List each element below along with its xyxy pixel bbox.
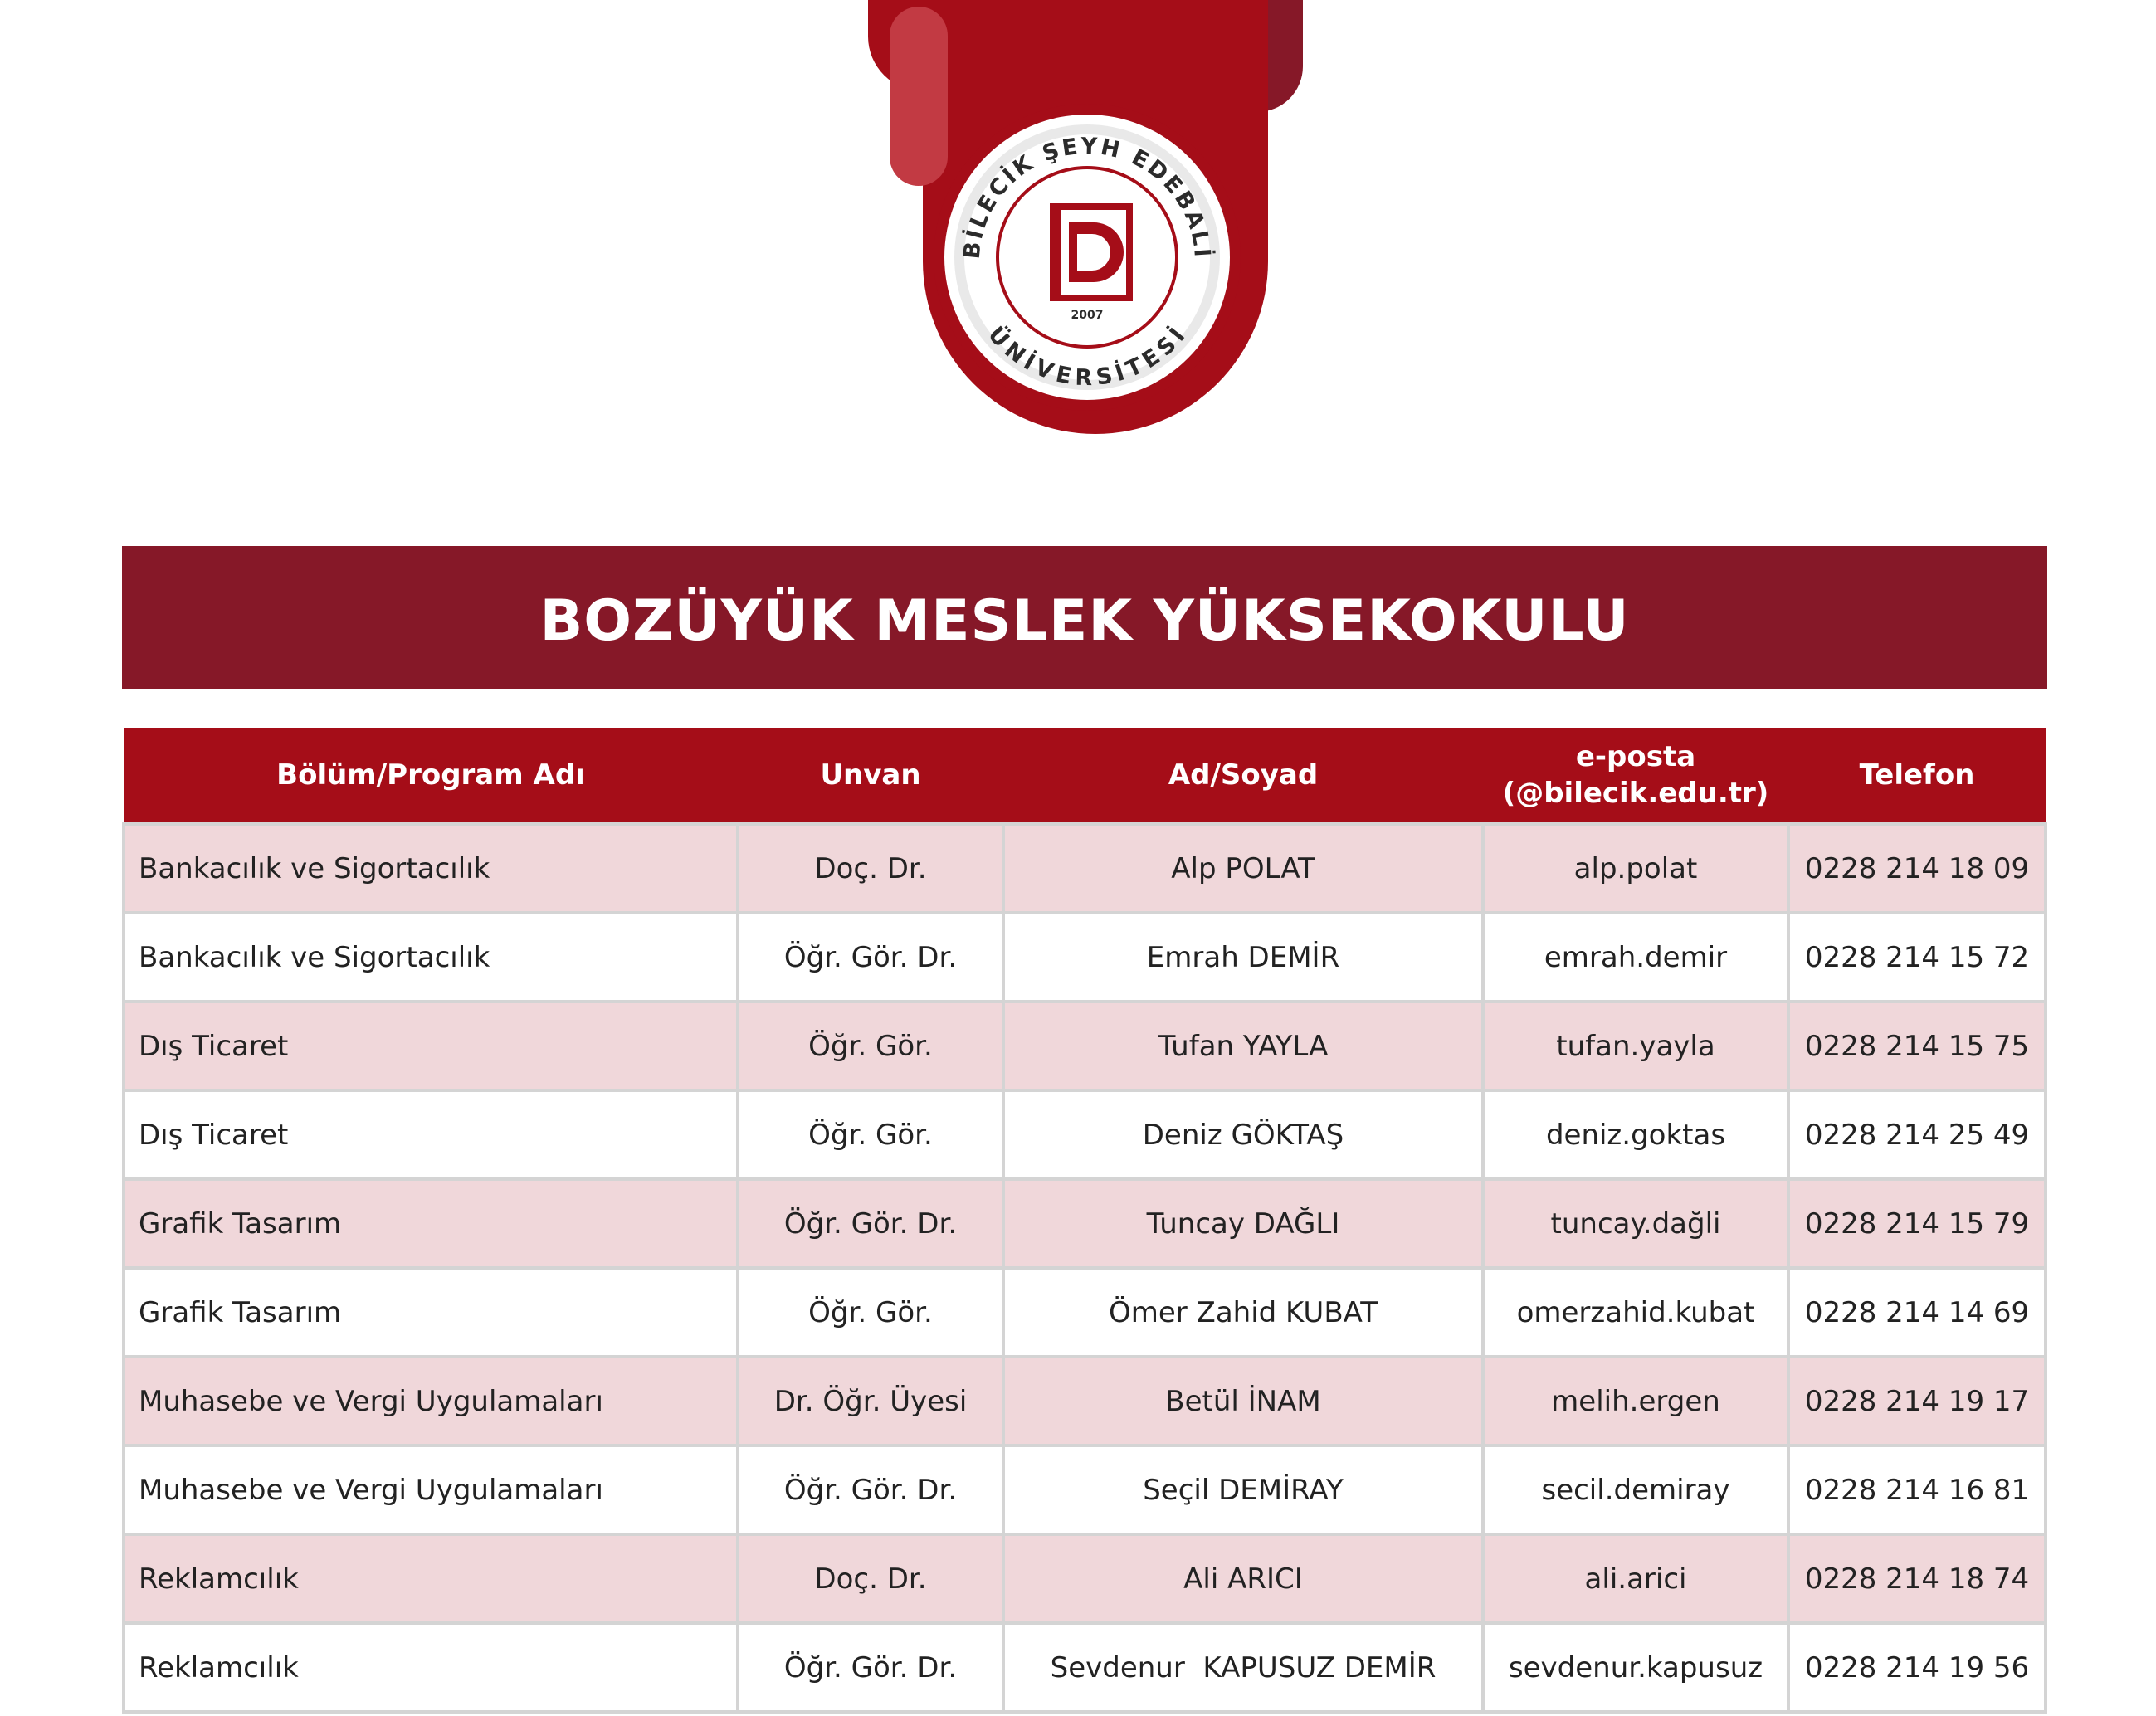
cell-name: Ömer Zahid KUBAT (1003, 1268, 1483, 1357)
title-banner (122, 546, 2047, 689)
cell-email: emrah.demir (1483, 913, 1788, 1002)
cell-email: deniz.goktas (1483, 1090, 1788, 1179)
cell-email: tufan.yayla (1483, 1002, 1788, 1090)
cell-email: sevdenur.kapusuz (1483, 1623, 1788, 1712)
table-row (124, 1445, 2046, 1534)
cell-phone: 0228 214 19 56 (1788, 1623, 2046, 1712)
staff-table (122, 728, 2047, 1714)
table-row (124, 1090, 2046, 1179)
table-row (124, 824, 2046, 913)
cell-name: Sevdenur KAPUSUZ DEMİR (1003, 1623, 1483, 1712)
cell-title: Öğr. Gör. Dr. (738, 913, 1003, 1002)
cell-phone: 0228 214 15 75 (1788, 1002, 2046, 1090)
header-email-line2: (@bilecik.edu.tr) (1502, 777, 1769, 810)
cell-title: Dr. Öğr. Üyesi (738, 1357, 1003, 1445)
table-row (124, 1268, 2046, 1357)
header-email (1483, 728, 1788, 824)
cell-program: Grafik Tasarım (124, 1268, 738, 1357)
cell-email: melih.ergen (1483, 1357, 1788, 1445)
table-row (124, 1002, 2046, 1090)
cell-program: Reklamcılık (124, 1534, 738, 1623)
cell-title: Öğr. Gör. (738, 1090, 1003, 1179)
cell-phone: 0228 214 14 69 (1788, 1268, 2046, 1357)
cell-phone: 0228 214 15 79 (1788, 1179, 2046, 1268)
cell-email: alp.polat (1483, 824, 1788, 913)
header-title: Unvan (738, 728, 1003, 824)
cell-phone: 0228 214 16 81 (1788, 1445, 2046, 1534)
university-logo (863, 0, 1311, 440)
cell-name: Alp POLAT (1003, 824, 1483, 913)
logo-emblem (1050, 203, 1133, 301)
page-title: BOZÜYÜK MESLEK YÜKSEKOKULU (539, 587, 1630, 654)
cell-email: ali.arici (1483, 1534, 1788, 1623)
cell-name: Tuncay DAĞLI (1003, 1179, 1483, 1268)
cell-program: Dış Ticaret (124, 1090, 738, 1179)
cell-name: Ali ARICI (1003, 1534, 1483, 1623)
cell-phone: 0228 214 25 49 (1788, 1090, 2046, 1179)
cell-name: Deniz GÖKTAŞ (1003, 1090, 1483, 1179)
cell-name: Seçil DEMİRAY (1003, 1445, 1483, 1534)
cell-title: Doç. Dr. (738, 824, 1003, 913)
table-row (124, 1357, 2046, 1445)
cell-title: Öğr. Gör. Dr. (738, 1445, 1003, 1534)
cell-phone: 0228 214 19 17 (1788, 1357, 2046, 1445)
header-email-line1: e-posta (1575, 739, 1696, 773)
logo-text-bottom: ÜNİVERSİTESİ (983, 321, 1193, 392)
table-row (124, 913, 2046, 1002)
staff-table-wrapper (122, 728, 2044, 1714)
cell-phone: 0228 214 18 09 (1788, 824, 2046, 913)
cell-program: Muhasebe ve Vergi Uygulamaları (124, 1357, 738, 1445)
cell-name: Betül İNAM (1003, 1357, 1483, 1445)
cell-title: Öğr. Gör. Dr. (738, 1623, 1003, 1712)
cell-phone: 0228 214 18 74 (1788, 1534, 2046, 1623)
cell-email: tuncay.dağli (1483, 1179, 1788, 1268)
cell-program: Dış Ticaret (124, 1002, 738, 1090)
cell-email: omerzahid.kubat (1483, 1268, 1788, 1357)
cell-title: Öğr. Gör. (738, 1002, 1003, 1090)
table-row (124, 1179, 2046, 1268)
logo-ribbon-light (890, 7, 948, 186)
cell-program: Bankacılık ve Sigortacılık (124, 913, 738, 1002)
logo-text-top: BİLECİK ŞEYH EDEBALİ (958, 133, 1216, 261)
header-name: Ad/Soyad (1003, 728, 1483, 824)
cell-program: Bankacılık ve Sigortacılık (124, 824, 738, 913)
table-header-row (124, 728, 2046, 824)
header-phone: Telefon (1788, 728, 2046, 824)
table-row (124, 1623, 2046, 1712)
cell-program: Muhasebe ve Vergi Uygulamaları (124, 1445, 738, 1534)
cell-email: secil.demiray (1483, 1445, 1788, 1534)
cell-title: Öğr. Gör. Dr. (738, 1179, 1003, 1268)
table-row (124, 1534, 2046, 1623)
cell-title: Öğr. Gör. (738, 1268, 1003, 1357)
cell-title: Doç. Dr. (738, 1534, 1003, 1623)
header-program: Bölüm/Program Adı (124, 728, 738, 824)
cell-name: Emrah DEMİR (1003, 913, 1483, 1002)
cell-phone: 0228 214 15 72 (1788, 913, 2046, 1002)
cell-program: Reklamcılık (124, 1623, 738, 1712)
logo-year: 2007 (1071, 309, 1104, 322)
cell-name: Tufan YAYLA (1003, 1002, 1483, 1090)
cell-program: Grafik Tasarım (124, 1179, 738, 1268)
